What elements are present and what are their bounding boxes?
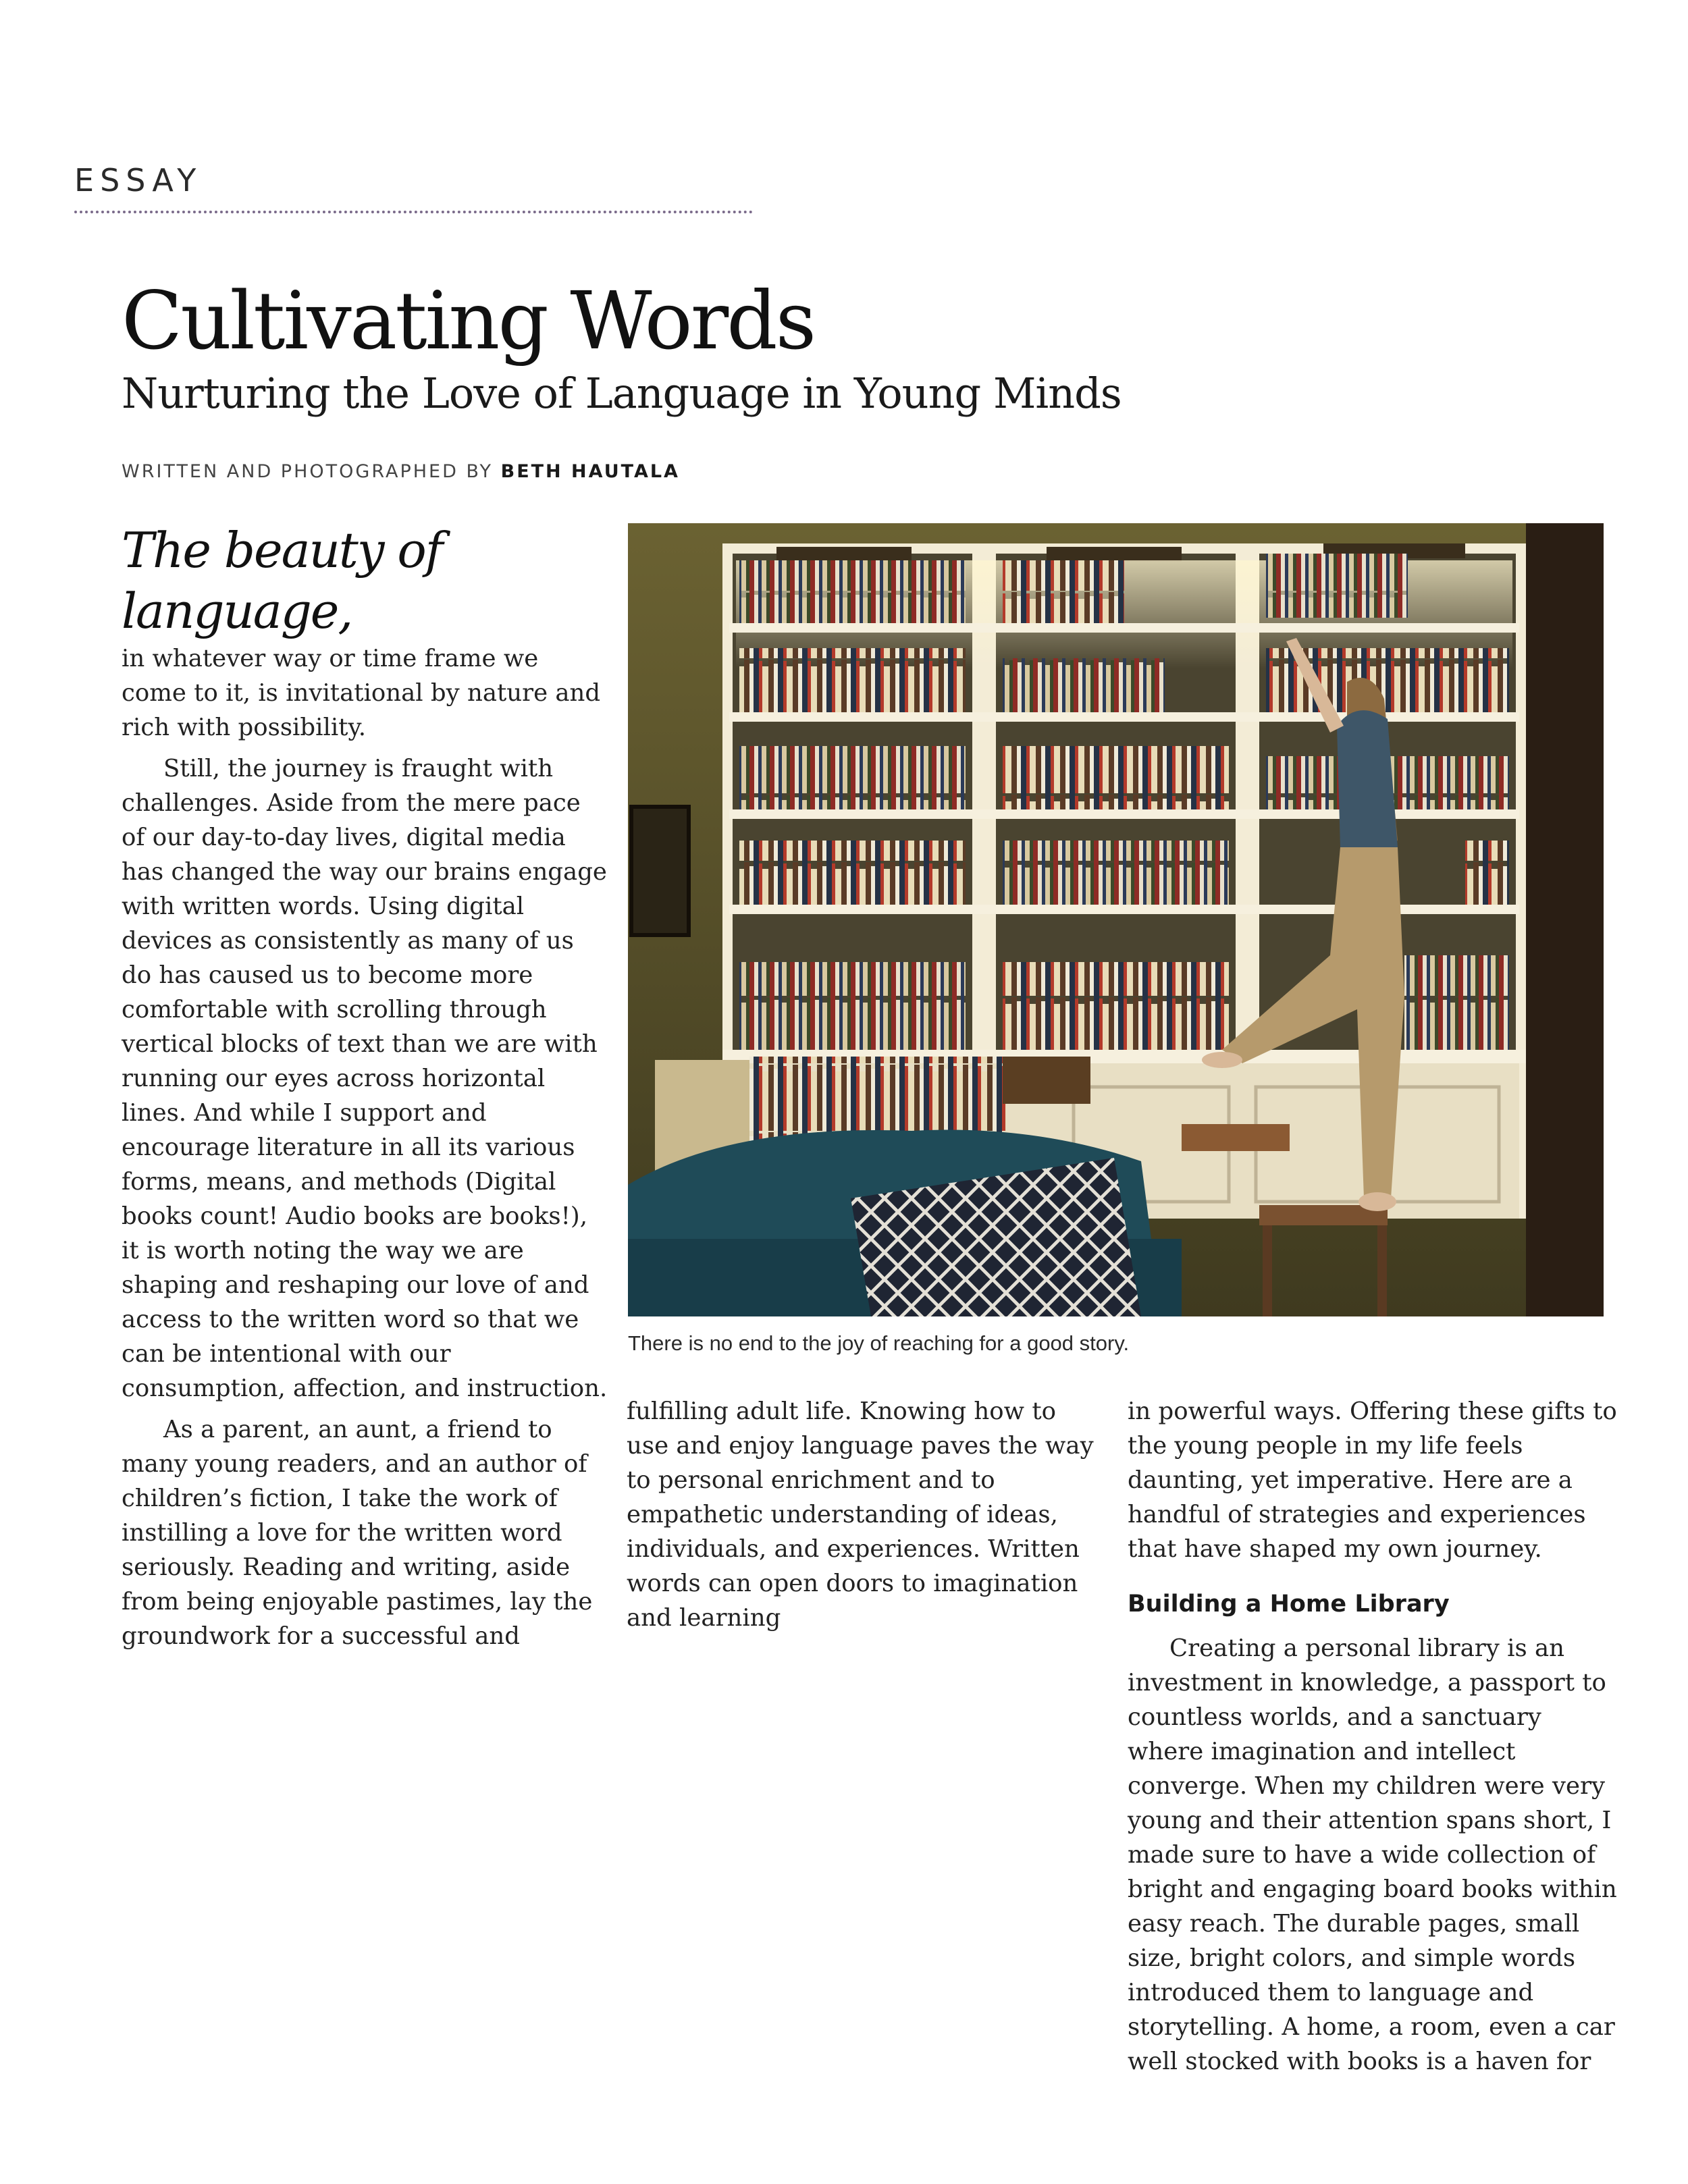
lead-in: The beauty of language, xyxy=(122,522,442,639)
photo-caption: There is no end to the joy of reaching for a good story. xyxy=(628,1331,1130,1355)
bookshelf-photo xyxy=(628,523,1604,1316)
section-divider xyxy=(74,211,753,213)
byline-prefix: WRITTEN AND PHOTOGRAPHED BY xyxy=(122,461,494,482)
byline xyxy=(122,461,680,482)
article-subtitle: Nurturing the Love of Language in Young Minds xyxy=(122,369,1122,418)
paragraph-4: Creating a personal library is an investment in knowledge, a passport to countless worlds, and a sanctuary where imagination and intellect converge. When my children were very young and their attention spans short, I made sure to have a wide collection of bright and engaging board books within easy reach. The durable pages, small size, bright colors, and simple words introduced them to language and storytelling. A home, a room, even a car well stocked with books is a haven for xyxy=(1128,1634,1617,2075)
body-column-2 xyxy=(627,1394,1099,1635)
paragraph-3-part-2: fulfilling adult life. Knowing how to use and enjoy language paves the way to personal enrichment and to empathetic understanding of ideas, individuals, and experiences. Written words can open doors to imagination and learning xyxy=(627,1397,1094,1632)
paragraph-2: Still, the journey is fraught with challenges. Aside from the mere pace of our day-to-day lives, digital media has changed the way our brains engage with written words. Using digital devices as consistently as many of us do has caused us to become more comfortable with scrolling through vertical blocks of text than we are with running our eyes across horizontal lines. And while I support and encourage literature in all its various forms, means, and methods (Digital books count! Audio books are books!), it is worth noting the way we are shaping and reshaping our love of and access to the written word so that we can be intentional with our consumption, affection, and instruction. xyxy=(122,755,608,1402)
paragraph-3-part-3: in powerful ways. Offering these gifts to the young people in my life feels daunting, yet imperative. Here are a handful of strategies and experiences that have shaped my own journey. xyxy=(1128,1397,1617,1563)
paragraph-3-part-1: As a parent, an aunt, a friend to many young readers, and an author of children’s fiction, I take the work of instilling a love for the written word seriously. Reading and writing, aside from being enjoyable pastimes, lay the groundwork for a successful and xyxy=(122,1416,593,1650)
article-title: Cultivating Words xyxy=(122,274,815,367)
body-column-1 xyxy=(122,520,608,1653)
body-column-3 xyxy=(1128,1394,1617,2079)
section-subhead: Building a Home Library xyxy=(1128,1591,1450,1618)
section-label: ESSAY xyxy=(74,162,203,198)
byline-author: BETH HAUTALA xyxy=(500,461,680,482)
paragraph-1: in whatever way or time frame we come to it, is invitational by nature and rich with possibility. xyxy=(122,645,601,741)
